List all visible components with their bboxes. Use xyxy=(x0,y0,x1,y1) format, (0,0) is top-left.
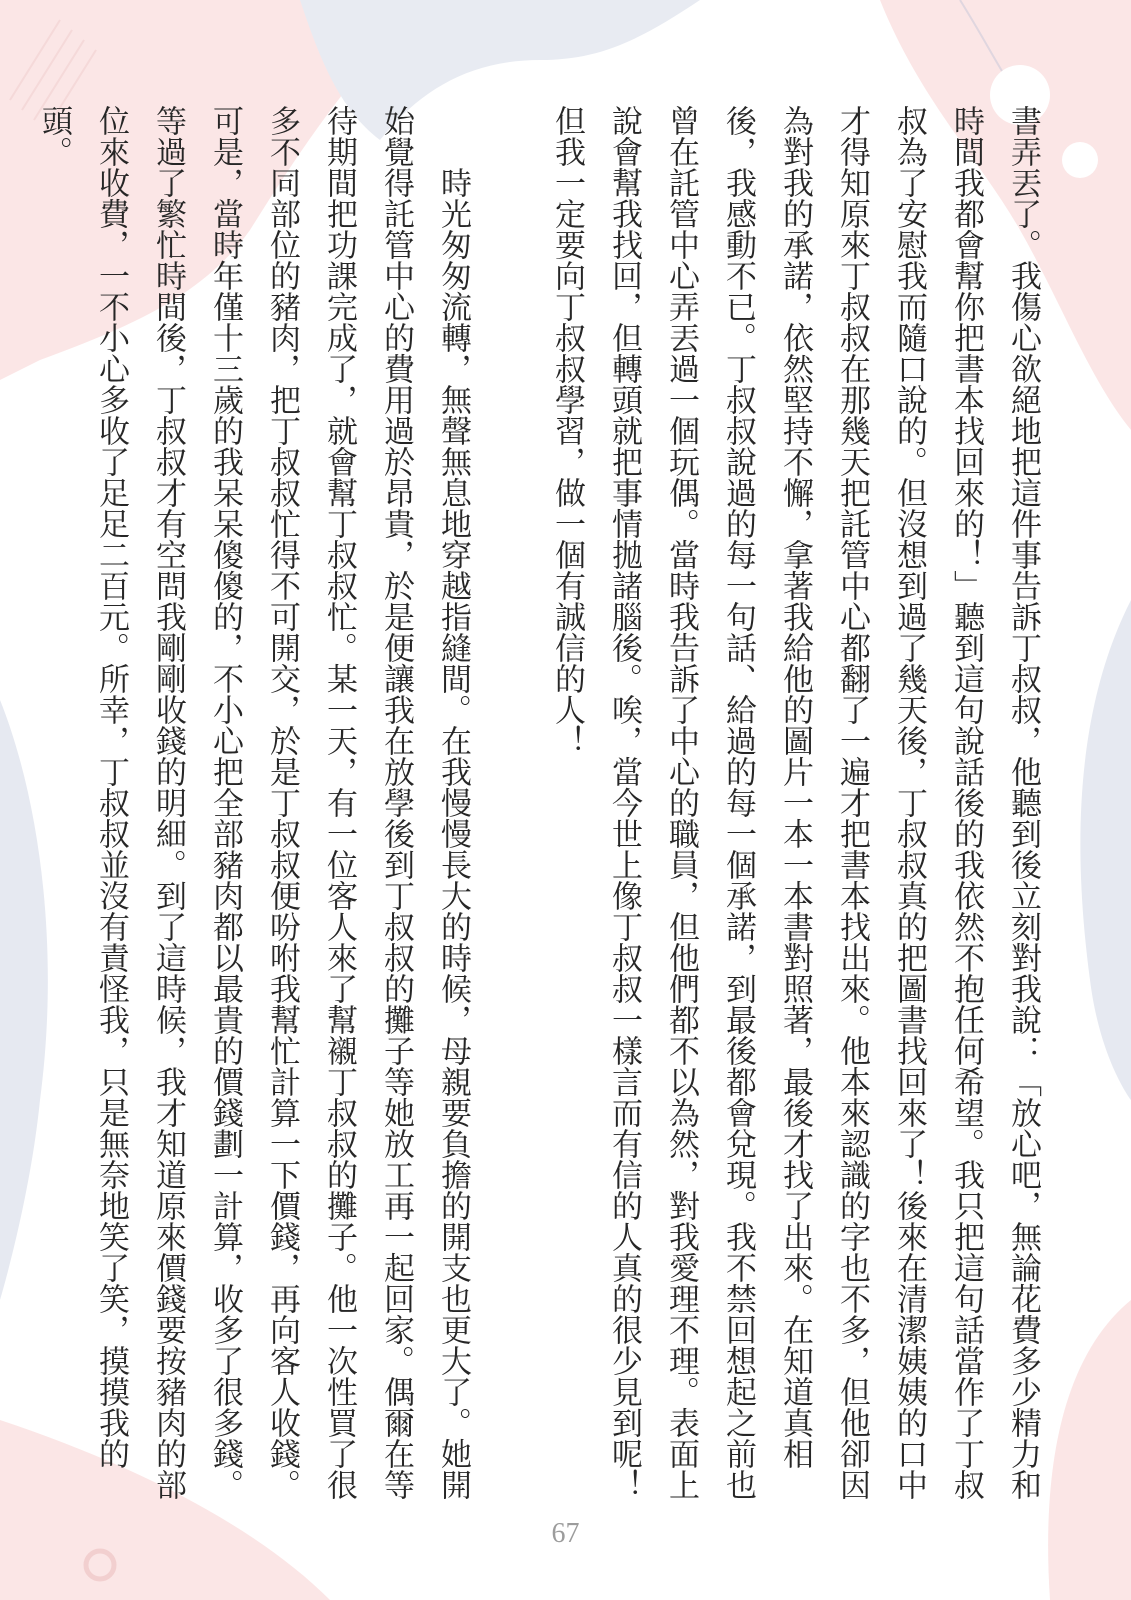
blue-blob-right xyxy=(1080,600,1131,1100)
page-number: 67 xyxy=(551,1518,580,1549)
paragraph-2: 時光匆匆流轉，無聲無息地穿越指縫間。在我慢慢長大的時候，母親要負擔的開支也更大了。她開始覺得託管中心的費用過於昂貴，於是便讓我在放學後到丁叔叔的攤子等她放工再一起回家。偶爾在等待期間把功課完成了，就會幫丁叔叔忙。某一天，有一位客人來了幫襯丁叔叔的攤子。他一次性買了很多不同部位的豬肉，把丁叔叔忙得不可開交，於是丁叔叔便吩咐我幫忙計算一下價錢，再向客人收錢。可是，當時年僅十三歲的我呆呆傻傻的，不小心把全部豬肉都以最貴的價錢劃一計算，收多了很多錢。等過了繁忙時間後，丁叔叔才有空問我剛剛收錢的明細。到了這時候，我才知道原來價錢要按豬肉的部位來收費，一不小心多收了足足二百元。所幸，丁叔叔並沒有責怪我，只是無奈地笑了笑，摸摸我的頭。 xyxy=(36,105,471,1500)
paragraph-1: 書弄丟了。我傷心欲絕地把這件事告訴丁叔叔，他聽到後立刻對我說：「放心吧，無論花費多少精力和時間我都會幫你把書本找回來的！」聽到這句說話後的我依然不抱任何希望。我只把這句話當作了丁叔叔為了安慰我而隨口說的。但沒想到過了幾天後，丁叔叔真的把圖書找回來了！後來在清潔姨姨的口中才得知原來丁叔叔在那幾天把託管中心都翻了一遍才把書本找出來。他本來認識的字也不多，但他卻因為對我的承諾，依然堅持不懈，拿著我給他的圖片一本一本書對照著，最後才找了出來。在知道真相後，我感動不已。丁叔叔說過的每一句話、給過的每一個承諾，到最後都會兌現。我不禁回想起之前也曾在託管中心弄丟過一個玩偶。當時我告訴了中心的職員，但他們都不以為然，對我愛理不理。表面上說會幫我找回，但轉頭就把事情拋諸腦後。唉，當今世上像丁叔叔一樣言而有信的人真的很少見到呢！但我一定要向丁叔叔學習，做一個有誠信的人！ xyxy=(549,105,1041,1500)
vertical-text-body xyxy=(25,105,1051,1505)
white-dot-small xyxy=(1062,142,1098,178)
pink-blob-bottom-right xyxy=(1048,1300,1131,1600)
paragraph-gap xyxy=(481,105,538,1505)
